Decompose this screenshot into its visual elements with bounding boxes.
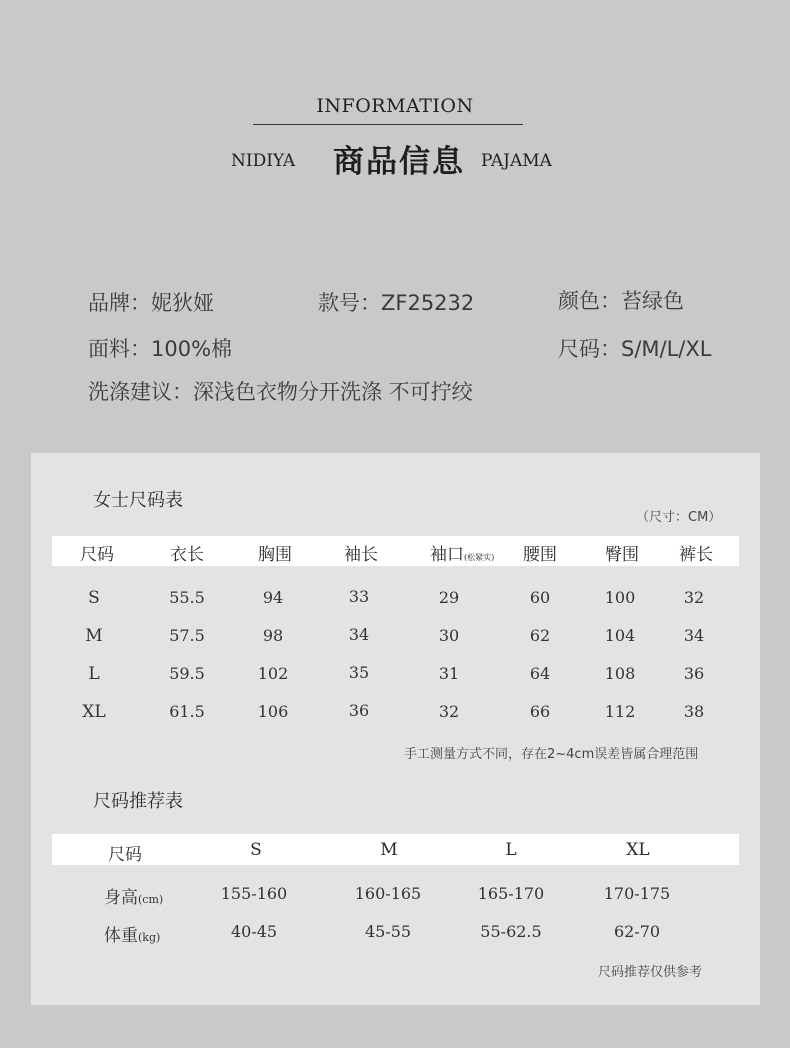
- size-cell: 62: [529, 626, 551, 645]
- weight-unit: (kg): [138, 931, 161, 944]
- height-xl: 170-175: [603, 884, 671, 903]
- height-label: [104, 883, 163, 908]
- recommend-note: 尺码推荐仅供参考: [598, 965, 703, 980]
- size-chart-unit: （尺寸：CM）: [636, 510, 722, 525]
- header-divider: [253, 124, 523, 125]
- size-cell: 98: [262, 626, 284, 645]
- size-cell: 60: [529, 588, 551, 607]
- size-cell: 57.5: [169, 626, 205, 645]
- weight-label: [104, 921, 160, 946]
- cuff-note: (松紧实): [464, 553, 495, 562]
- size-chart-header-waist: 腰围: [523, 545, 557, 565]
- size-cell: 94: [262, 588, 284, 607]
- size-cell: 35: [348, 663, 370, 682]
- size-cell: S: [88, 588, 100, 608]
- size-cell: 61.5: [169, 702, 205, 721]
- size-cell: XL: [82, 702, 106, 722]
- info-style-no: 款号：ZF25232: [318, 291, 475, 315]
- recommend-header-s: S: [250, 840, 262, 860]
- info-brand: 品牌：妮狄娅: [88, 291, 214, 315]
- size-cell: 108: [604, 664, 636, 683]
- weight-l: 55-62.5: [480, 922, 542, 941]
- size-cell: 36: [683, 664, 705, 683]
- size-cell: L: [88, 664, 100, 684]
- height-label-text: 身高: [104, 888, 138, 908]
- size-cell: 29: [438, 588, 460, 607]
- weight-m: 45-55: [364, 922, 412, 941]
- size-chart-header-size: 尺码: [80, 545, 114, 565]
- header-brand-word: NIDIYA: [231, 151, 296, 171]
- size-cell: 38: [683, 702, 705, 721]
- recommend-title: 尺码推荐表: [93, 791, 183, 812]
- size-cell: 59.5: [169, 664, 205, 683]
- size-chart-header-cuff: [430, 540, 510, 565]
- size-chart-header-length: 衣长: [170, 545, 204, 565]
- size-chart-title: 女士尺码表: [93, 490, 183, 511]
- weight-xl: 62-70: [613, 922, 661, 941]
- size-cell: 106: [257, 702, 289, 721]
- weight-s: 40-45: [230, 922, 278, 941]
- size-cell: 36: [348, 701, 370, 720]
- weight-label-text: 体重: [104, 926, 138, 946]
- size-cell: 32: [438, 702, 460, 721]
- header-cn-title: 商品信息: [333, 144, 465, 180]
- info-size: 尺码：S/M/L/XL: [558, 337, 712, 361]
- size-cell: 104: [604, 626, 636, 645]
- size-cell: 66: [529, 702, 551, 721]
- size-chart-header-chest: 胸围: [258, 545, 292, 565]
- size-chart-header-sleeve: 袖长: [344, 545, 378, 565]
- size-cell: 100: [604, 588, 636, 607]
- recommend-header-l: L: [505, 840, 517, 860]
- size-cell: 64: [529, 664, 551, 683]
- recommend-header-m: M: [380, 840, 398, 860]
- recommend-header-xl: XL: [626, 840, 650, 860]
- size-cell: 34: [348, 625, 370, 644]
- header-en-title: INFORMATION: [316, 95, 474, 117]
- height-s: 155-160: [220, 884, 288, 903]
- cuff-label: 袖口: [430, 545, 464, 565]
- recommend-header-size: 尺码: [108, 845, 142, 865]
- size-cell: 34: [683, 626, 705, 645]
- header-product-word: PAJAMA: [481, 151, 552, 171]
- size-cell: 31: [438, 664, 460, 683]
- size-chart-note: 手工测量方式不同，存在2~4cm误差皆属合理范围: [404, 747, 699, 762]
- info-wash: 洗涤建议：深浅色衣物分开洗涤 不可拧绞: [88, 380, 473, 404]
- height-m: 160-165: [354, 884, 422, 903]
- info-color: 颜色：苔绿色: [558, 289, 684, 313]
- size-cell: 112: [604, 702, 636, 721]
- height-l: 165-170: [477, 884, 545, 903]
- size-chart-header-pants: 裤长: [679, 545, 713, 565]
- height-unit: (cm): [138, 893, 164, 906]
- size-cell: 32: [683, 588, 705, 607]
- size-cell: M: [85, 626, 103, 646]
- info-fabric: 面料：100%棉: [88, 337, 233, 361]
- size-cell: 30: [438, 626, 460, 645]
- size-cell: 55.5: [169, 588, 205, 607]
- size-cell: 102: [257, 664, 289, 683]
- size-cell: 33: [348, 587, 370, 606]
- size-chart-header-hip: 臀围: [605, 545, 639, 565]
